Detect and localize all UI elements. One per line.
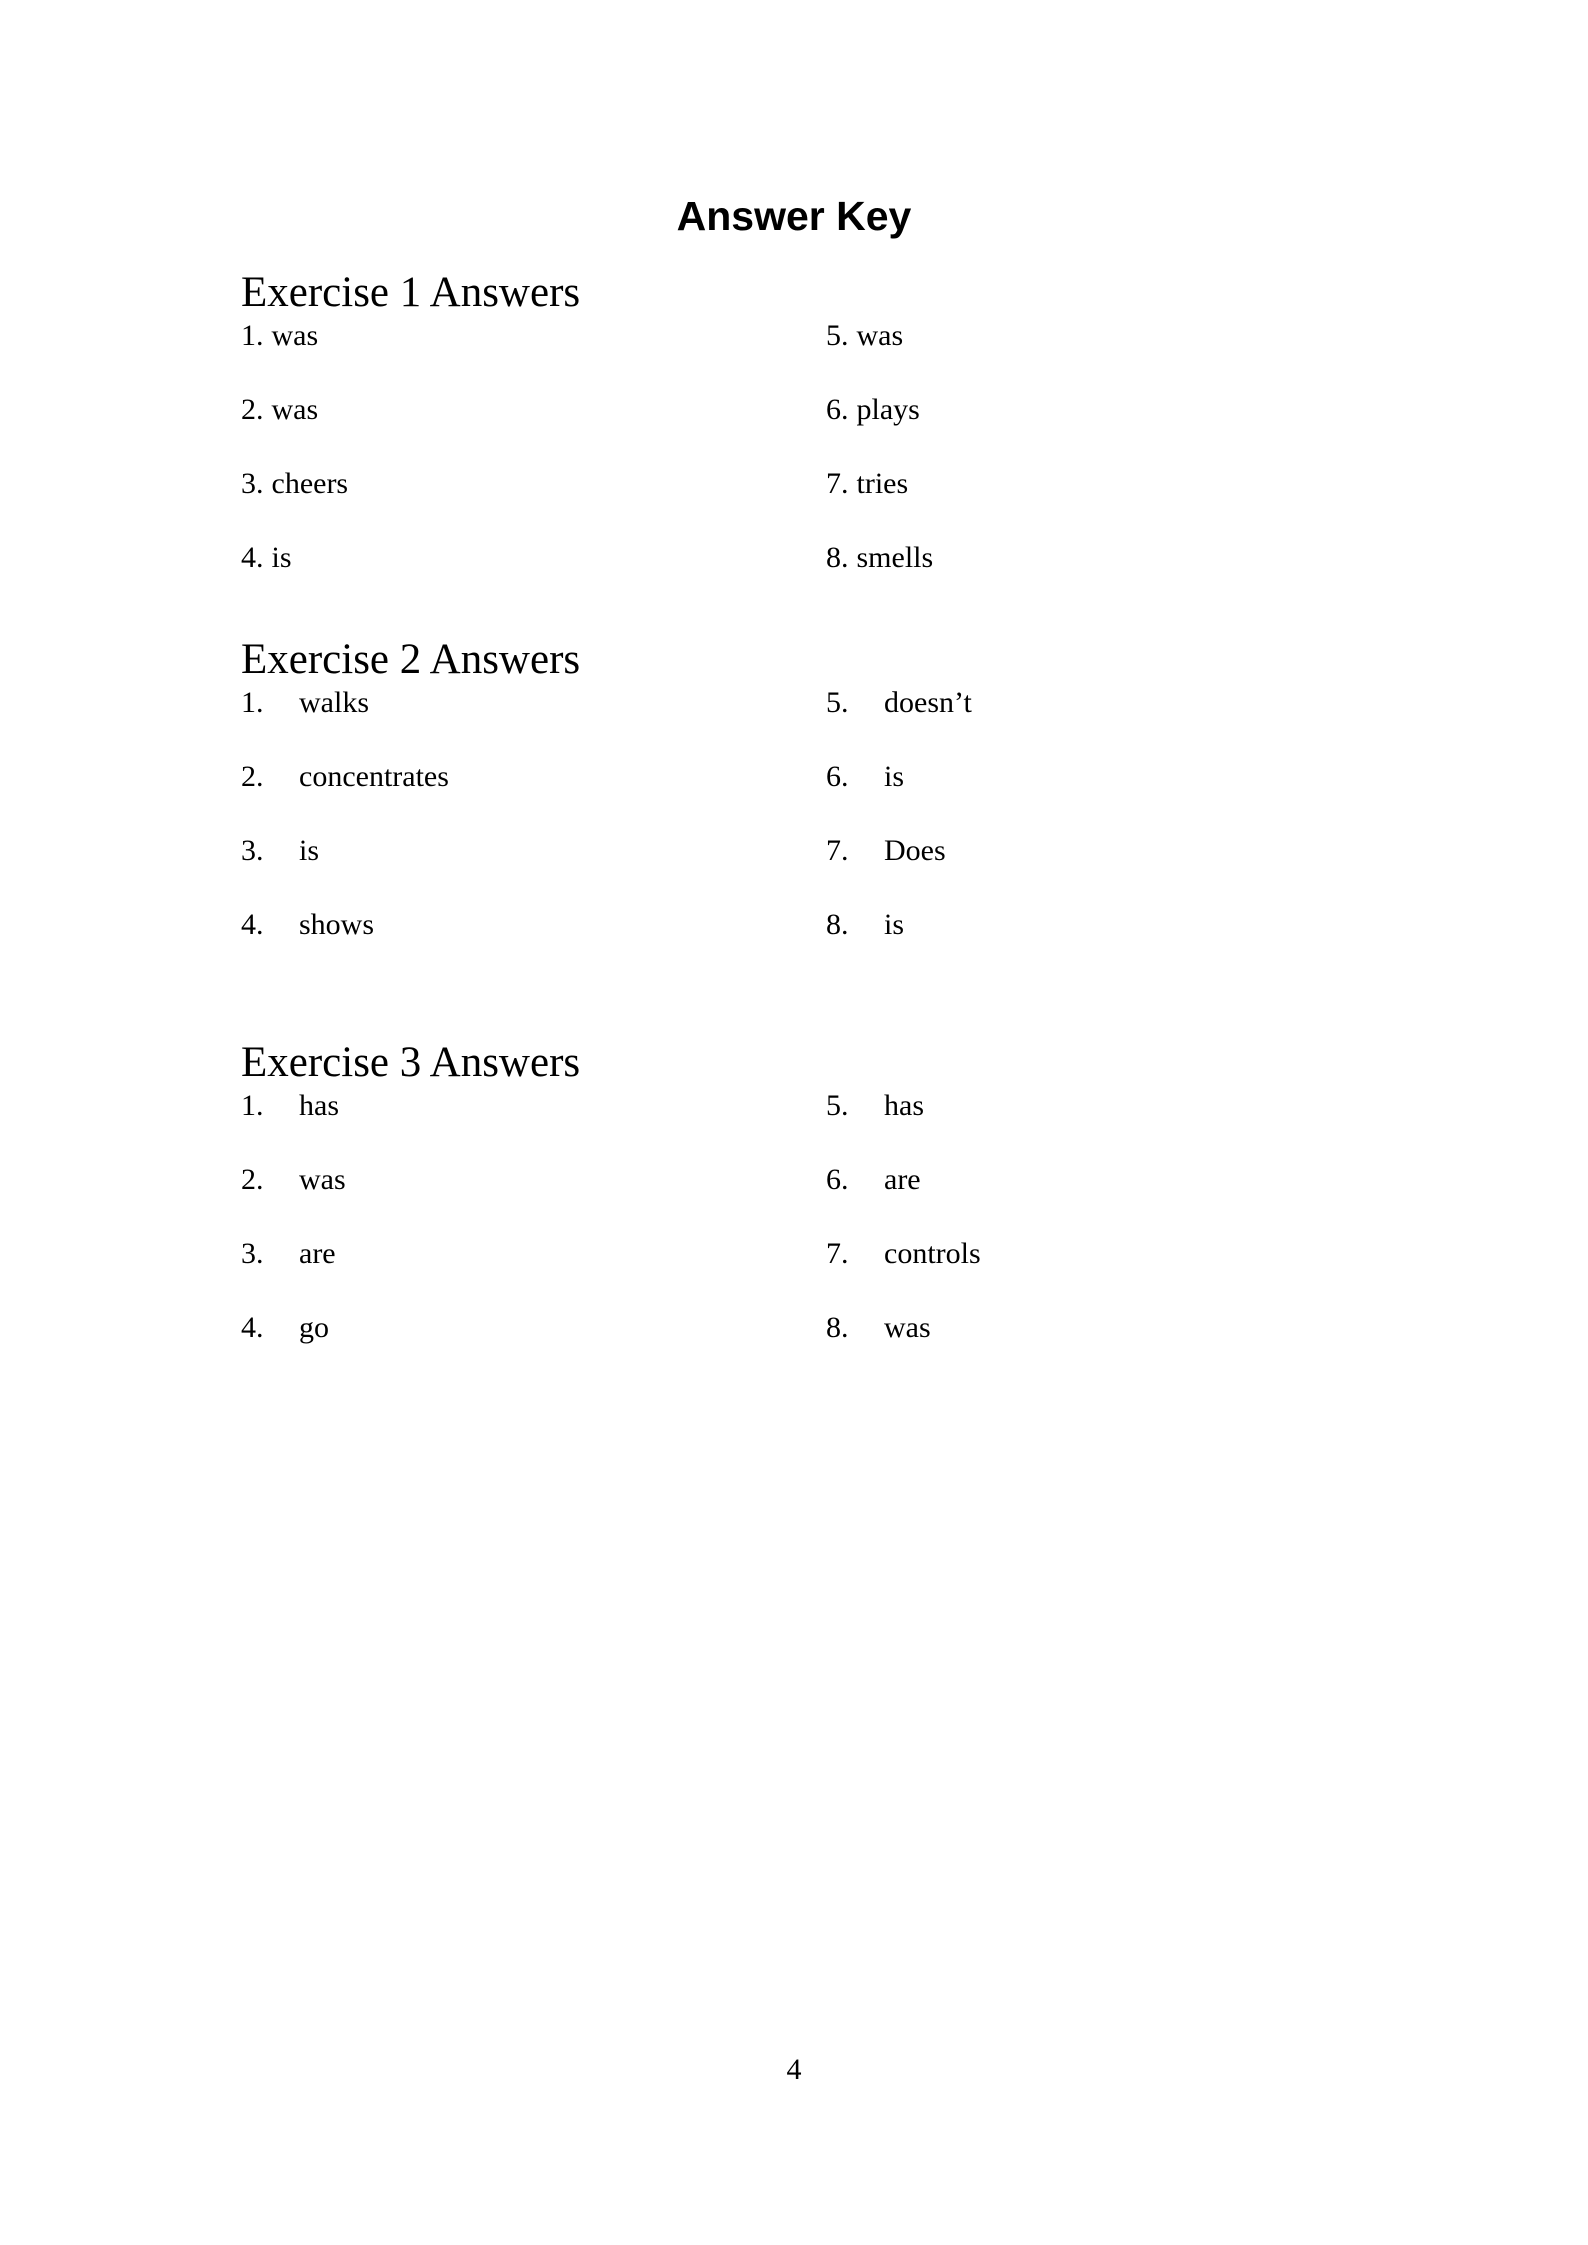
answer-item (826, 907, 972, 981)
answer-column-left (241, 685, 449, 981)
item-number: 6. (826, 760, 849, 793)
item-number: 2. (241, 760, 264, 793)
section-heading: Exercise 1 Answers (241, 269, 581, 316)
answer-item (826, 833, 972, 907)
item-answer: is (299, 834, 320, 867)
answer-item (241, 318, 348, 392)
item-number: 2. (241, 1163, 264, 1196)
item-number: 7. (826, 834, 849, 867)
page-title: Answer Key (676, 193, 912, 239)
item-answer: controls (884, 1237, 981, 1270)
answer-item (241, 1088, 346, 1162)
answer-item (241, 685, 449, 759)
answer-columns (241, 1088, 1341, 1388)
item-number: 8. (826, 908, 849, 941)
item-answer: concentrates (299, 760, 449, 793)
item-answer: was (299, 1163, 346, 1196)
answer-item (826, 1310, 981, 1384)
item-number: 4. (241, 908, 264, 941)
exercise-1-section (241, 268, 1341, 618)
exercise-2-section (241, 635, 1341, 985)
answer-item (826, 685, 972, 759)
item-number: 8. (826, 541, 849, 574)
answer-columns (241, 318, 1341, 618)
item-number: 5. (826, 319, 849, 352)
answer-item (241, 1236, 346, 1310)
answer-item (826, 1236, 981, 1310)
item-number: 2. (241, 393, 264, 426)
answer-item (826, 1088, 981, 1162)
item-number: 6. (826, 393, 849, 426)
item-number: 4. (241, 1311, 264, 1344)
item-answer: was (271, 319, 319, 352)
item-answer: cheers (271, 467, 349, 500)
answer-item (826, 540, 933, 614)
item-number: 6. (826, 1163, 849, 1196)
item-answer: was (856, 319, 904, 352)
item-answer: shows (299, 908, 375, 941)
answer-item (241, 540, 348, 614)
item-answer: is (271, 541, 292, 574)
item-number: 7. (826, 1237, 849, 1270)
answer-item (826, 759, 972, 833)
answer-item (241, 907, 449, 981)
answer-item (241, 466, 348, 540)
answer-column-right (826, 685, 972, 981)
item-answer: is (884, 908, 905, 941)
answer-item (826, 392, 933, 466)
item-number: 1. (241, 319, 264, 352)
item-number: 3. (241, 1237, 264, 1270)
answer-item (826, 318, 933, 392)
answer-column-left (241, 1088, 346, 1384)
item-number: 5. (826, 686, 849, 719)
section-heading: Exercise 3 Answers (241, 1039, 581, 1086)
item-answer: doesn’t (884, 686, 972, 719)
item-number: 3. (241, 834, 264, 867)
answer-item (826, 1162, 981, 1236)
item-answer: Does (884, 834, 946, 867)
answer-column-left (241, 318, 348, 614)
item-number: 7. (826, 467, 849, 500)
item-answer: are (884, 1163, 921, 1196)
item-answer: walks (299, 686, 369, 719)
answer-item (826, 466, 933, 540)
item-number: 4. (241, 541, 264, 574)
answer-column-right (826, 318, 933, 614)
section-heading: Exercise 2 Answers (241, 636, 581, 683)
item-number: 3. (241, 467, 264, 500)
answer-item (241, 1162, 346, 1236)
page-number: 4 (786, 2053, 802, 2086)
item-answer: tries (856, 467, 909, 500)
item-answer: was (884, 1311, 931, 1344)
item-number: 1. (241, 1089, 264, 1122)
answer-columns (241, 685, 1341, 985)
answer-item (241, 1310, 346, 1384)
item-answer: is (884, 760, 905, 793)
item-answer: has (884, 1089, 924, 1122)
item-number: 1. (241, 686, 264, 719)
answer-item (241, 759, 449, 833)
item-answer: smells (856, 541, 934, 574)
item-answer: was (271, 393, 319, 426)
item-answer: has (299, 1089, 339, 1122)
exercise-3-section (241, 1038, 1341, 1388)
item-number: 8. (826, 1311, 849, 1344)
answer-item (241, 392, 348, 466)
answer-item (241, 833, 449, 907)
item-answer: go (299, 1311, 329, 1344)
item-number: 5. (826, 1089, 849, 1122)
item-answer: plays (856, 393, 920, 426)
item-answer: are (299, 1237, 336, 1270)
answer-column-right (826, 1088, 981, 1384)
